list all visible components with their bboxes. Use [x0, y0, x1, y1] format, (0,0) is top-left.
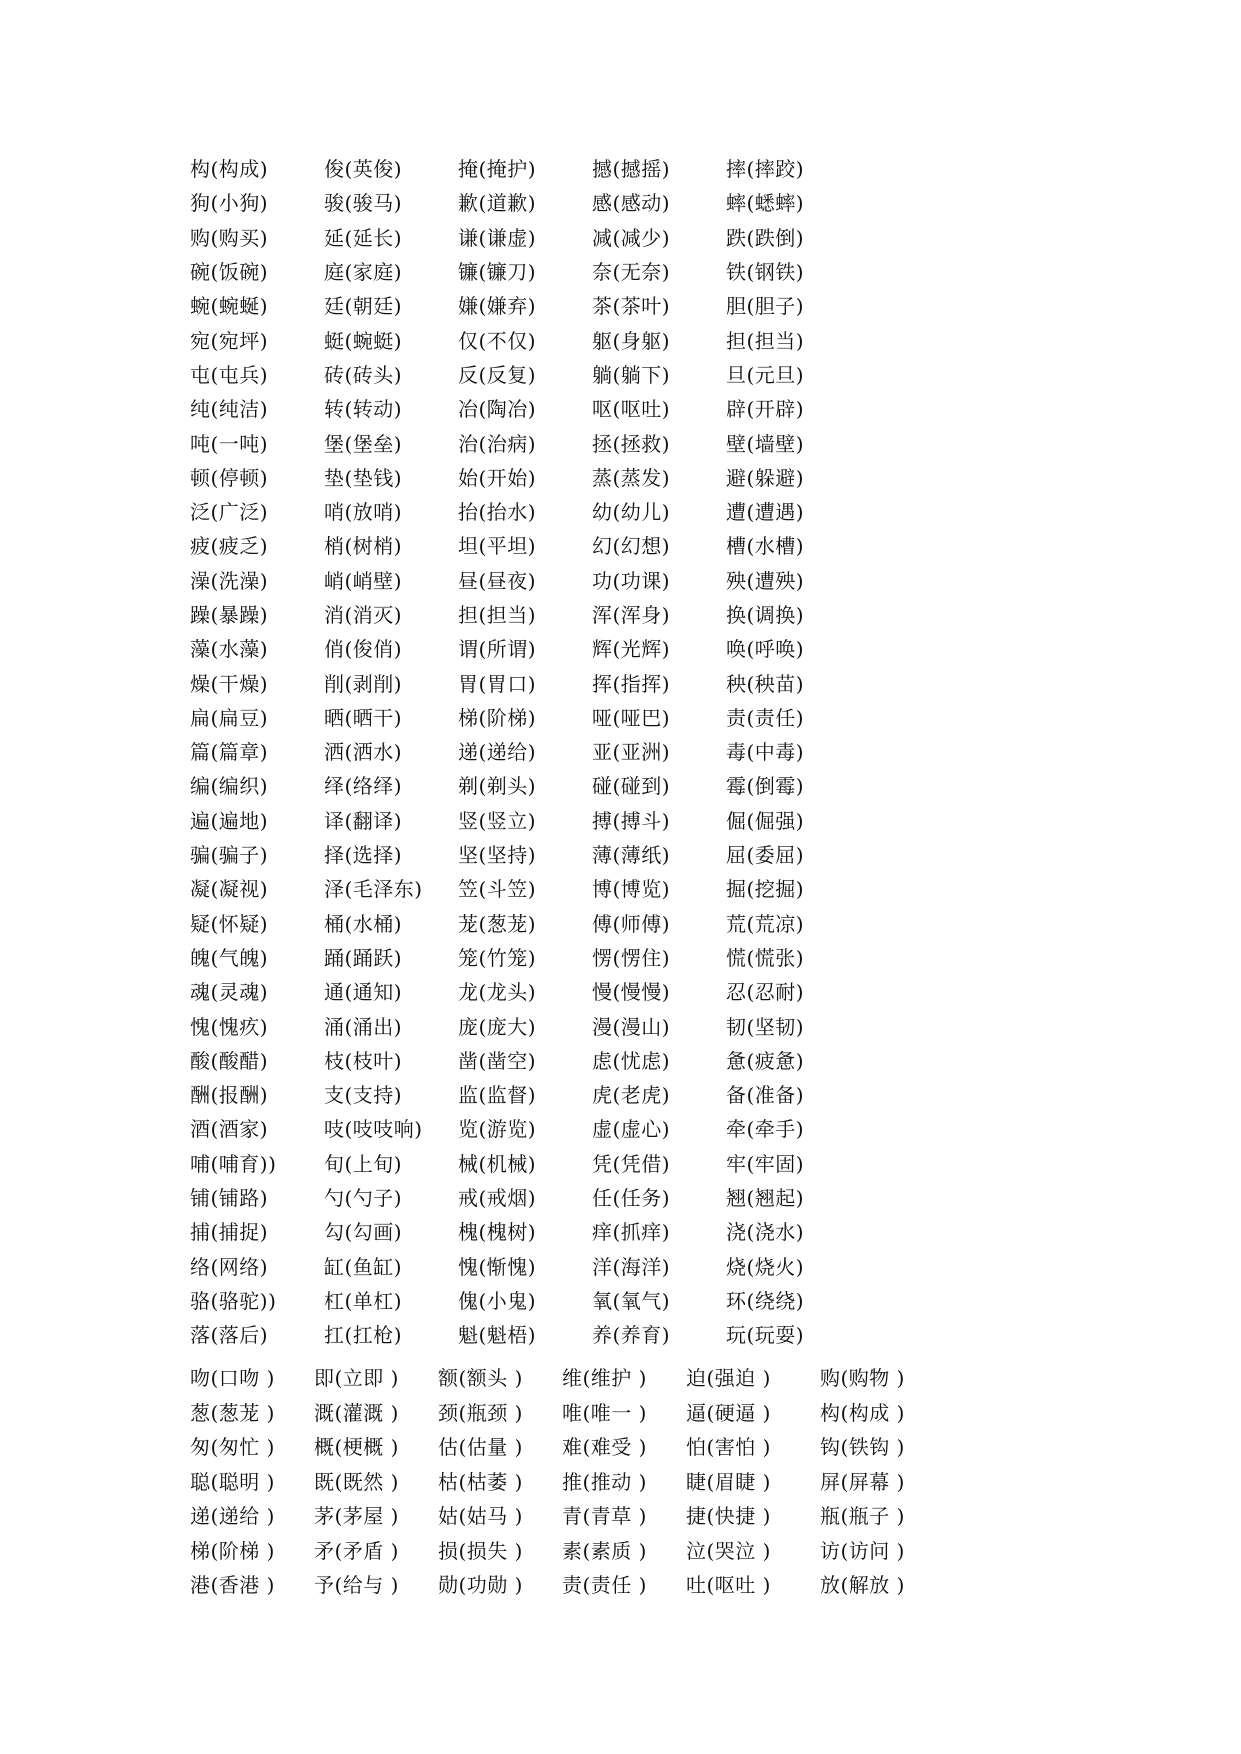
word-entry: 环(绕绕) [726, 1288, 805, 1313]
word-entry: 庭(家庭) [324, 260, 403, 285]
word-row [190, 735, 860, 769]
word-row [190, 323, 860, 357]
word-entry: 酒(酒家) [190, 1117, 269, 1142]
word-entry: 谓(所谓) [458, 637, 537, 662]
word-entry: 峭(峭壁) [324, 568, 403, 593]
word-row [190, 495, 860, 529]
word-entry: 骏(骏马) [324, 191, 403, 216]
word-entry: 备(准备) [726, 1083, 805, 1108]
word-entry: 晒(晒干) [324, 705, 403, 730]
word-entry: 翘(翘起) [726, 1186, 805, 1211]
word-entry: 哑(哑巴) [592, 705, 671, 730]
word-entry: 泛(广泛) [190, 500, 269, 525]
word-row [190, 358, 860, 392]
word-entry: 旦(元旦) [726, 362, 805, 387]
word-row [190, 255, 860, 289]
word-row [190, 392, 860, 426]
word-entry: 延(延长) [324, 225, 403, 250]
word-entry: 担(担当) [458, 603, 537, 627]
word-row [190, 1250, 860, 1284]
word-entry: 削(剥削) [324, 671, 403, 696]
word-entry: 反(反复) [458, 362, 537, 387]
word-entry: 蜿(蜿蜒) [190, 294, 269, 319]
word-row [190, 1361, 944, 1396]
word-row [190, 1147, 860, 1181]
word-entry: 构(构成 ) [820, 1400, 905, 1425]
word-entry: 推(推动 ) [562, 1469, 647, 1494]
word-entry: 编(编织) [190, 774, 269, 799]
word-entry: 笠(斗笠) [458, 877, 537, 902]
word-list-five-columns [190, 152, 860, 1352]
word-entry: 凝(凝视) [190, 877, 269, 902]
word-entry: 睫(眉睫 ) [686, 1469, 771, 1494]
word-entry: 酸(酸醋) [190, 1048, 269, 1073]
word-entry: 监(监督) [458, 1083, 537, 1108]
word-entry: 澡(洗澡) [190, 568, 269, 593]
word-entry: 霉(倒霉) [726, 774, 805, 799]
word-row [190, 1465, 944, 1500]
word-row [190, 1568, 944, 1603]
word-entry: 唯(唯一 ) [562, 1400, 647, 1425]
word-entry: 氧(氧气) [592, 1288, 671, 1313]
word-entry: 掘(挖掘) [726, 877, 805, 902]
word-entry: 估(估量 ) [438, 1435, 523, 1460]
word-entry: 撼(撼摇) [592, 157, 671, 182]
word-entry: 藻(水藻) [190, 637, 269, 662]
word-row [190, 975, 860, 1009]
word-entry: 矛(矛盾 ) [314, 1538, 399, 1563]
word-entry: 勋(功勋 ) [438, 1573, 523, 1598]
word-entry: 始(开始) [458, 465, 537, 490]
word-entry: 顿(停顿) [190, 465, 269, 490]
word-row [190, 1499, 944, 1534]
word-entry: 屏(屏幕 ) [820, 1469, 905, 1494]
word-entry: 漫(漫山) [592, 1014, 671, 1039]
word-row [190, 598, 860, 632]
word-entry: 烧(烧火) [726, 1254, 805, 1279]
word-entry: 勾(勾画) [324, 1220, 403, 1245]
word-entry: 捕(捕捉) [190, 1220, 269, 1245]
word-row [190, 1181, 860, 1215]
word-entry: 凿(凿空) [458, 1048, 537, 1073]
word-entry: 捷(快捷 ) [686, 1504, 771, 1529]
word-entry: 枯(枯萎 ) [438, 1469, 523, 1494]
word-entry: 嫌(嫌弃) [458, 294, 537, 319]
word-entry: 消(消灭) [324, 603, 403, 627]
word-entry: 责(责任) [726, 705, 805, 730]
word-entry: 购(购买) [190, 225, 269, 250]
word-entry: 浑(浑身) [592, 603, 671, 627]
word-entry: 剃(剃头) [458, 774, 537, 799]
word-entry: 骆(骆驼)) [190, 1288, 277, 1313]
word-entry: 任(任务) [592, 1186, 671, 1211]
word-row [190, 1215, 860, 1249]
word-entry: 功(功课) [592, 568, 671, 593]
word-entry: 宛(宛坪) [190, 328, 269, 353]
word-entry: 遍(遍地) [190, 808, 269, 833]
word-entry: 青(青草 ) [562, 1504, 647, 1529]
word-row [190, 941, 860, 975]
word-entry: 玩(玩耍) [726, 1323, 805, 1348]
word-entry: 堡(堡垒) [324, 431, 403, 456]
word-entry: 哨(放哨) [324, 500, 403, 525]
word-entry: 摔(摔跤) [726, 157, 805, 182]
word-entry: 择(选择) [324, 843, 403, 868]
word-entry: 垫(垫钱) [324, 465, 403, 490]
word-entry: 惫(疲惫) [726, 1048, 805, 1073]
word-entry: 逼(硬逼 ) [686, 1400, 771, 1425]
word-entry: 维(维护 ) [562, 1366, 647, 1391]
word-entry: 遭(遭遇) [726, 500, 805, 525]
word-entry: 览(游览) [458, 1117, 537, 1142]
word-entry: 难(难受 ) [562, 1435, 647, 1460]
word-entry: 俏(俊俏) [324, 637, 403, 662]
word-row [190, 1534, 944, 1569]
word-entry: 泣(哭泣 ) [686, 1538, 771, 1563]
word-entry: 梢(树梢) [324, 534, 403, 559]
word-entry: 虑(忧虑) [592, 1048, 671, 1073]
word-row [190, 564, 860, 598]
word-entry: 铺(铺路) [190, 1186, 269, 1211]
word-entry: 亚(亚洲) [592, 740, 671, 765]
word-row [190, 838, 860, 872]
word-entry: 魂(灵魂) [190, 980, 269, 1005]
word-entry: 燥(干燥) [190, 671, 269, 696]
word-entry: 额(额头 ) [438, 1366, 523, 1391]
word-entry: 踊(踊跃) [324, 945, 403, 970]
word-entry: 洋(海洋) [592, 1254, 671, 1279]
word-entry: 辟(开辟) [726, 397, 805, 422]
word-row [190, 1078, 860, 1112]
word-entry: 竖(竖立) [458, 808, 537, 833]
word-entry: 忍(忍耐) [726, 980, 805, 1005]
word-entry: 庞(庞大) [458, 1014, 537, 1039]
word-entry: 胆(胆子) [726, 294, 805, 319]
word-entry: 俊(英俊) [324, 157, 403, 182]
word-entry: 谦(谦虚) [458, 225, 537, 250]
word-row [190, 632, 860, 666]
word-row [190, 1284, 860, 1318]
word-entry: 既(既然 ) [314, 1469, 399, 1494]
word-entry: 愣(愣住) [592, 945, 671, 970]
word-row [190, 804, 860, 838]
word-entry: 拯(拯救) [592, 431, 671, 456]
word-entry: 瓶(瓶子 ) [820, 1504, 905, 1529]
word-row [190, 426, 860, 460]
word-entry: 递(递给 ) [190, 1504, 275, 1529]
word-entry: 戒(戒烟) [458, 1186, 537, 1211]
word-entry: 狗(小狗) [190, 191, 269, 216]
word-entry: 跌(跌倒) [726, 225, 805, 250]
word-entry: 涌(涌出) [324, 1014, 403, 1039]
word-row [190, 461, 860, 495]
word-entry: 痒(抓痒) [592, 1220, 671, 1245]
word-entry: 碰(碰到) [592, 774, 671, 799]
word-entry: 担(担当) [726, 328, 805, 353]
word-entry: 即(立即 ) [314, 1366, 399, 1391]
word-entry: 吐(呕吐 ) [686, 1573, 771, 1598]
word-entry: 枝(枝叶) [324, 1048, 403, 1073]
word-entry: 唤(呼唤) [726, 637, 805, 662]
word-list-six-columns [190, 1361, 944, 1603]
word-entry: 吨(一吨) [190, 431, 269, 456]
word-row [190, 289, 860, 323]
word-entry: 聪(聪明 ) [190, 1469, 275, 1494]
word-entry: 歉(道歉) [458, 191, 537, 216]
word-entry: 笼(竹笼) [458, 945, 537, 970]
word-entry: 责(责任 ) [562, 1573, 647, 1598]
word-entry: 搏(搏斗) [592, 808, 671, 833]
word-row [190, 529, 860, 563]
word-entry: 缸(鱼缸) [324, 1254, 403, 1279]
word-entry: 砖(砖头) [324, 362, 403, 387]
word-row [190, 186, 860, 220]
word-entry: 倔(倔强) [726, 808, 805, 833]
word-entry: 魁(魁梧) [458, 1323, 537, 1348]
word-entry: 屯(屯兵) [190, 362, 269, 387]
word-entry: 颈(瓶颈 ) [438, 1400, 523, 1425]
word-row [190, 152, 860, 186]
word-entry: 槐(槐树) [458, 1220, 537, 1245]
word-entry: 迫(强迫 ) [686, 1366, 771, 1391]
word-entry: 虚(虚心) [592, 1117, 671, 1142]
word-entry: 冶(陶冶) [458, 397, 537, 422]
word-entry: 递(递给) [458, 740, 537, 765]
word-row [190, 666, 860, 700]
word-entry: 挥(指挥) [592, 671, 671, 696]
word-entry: 素(素质 ) [562, 1538, 647, 1563]
word-entry: 韧(坚韧) [726, 1014, 805, 1039]
word-entry: 蒸(蒸发) [592, 465, 671, 490]
word-entry: 港(香港 ) [190, 1573, 275, 1598]
word-entry: 绎(络绎) [324, 774, 403, 799]
word-row [190, 1112, 860, 1146]
word-entry: 幼(幼儿) [592, 500, 671, 525]
word-entry: 损(损失 ) [438, 1538, 523, 1563]
word-entry: 掩(掩护) [458, 157, 537, 182]
word-entry: 廷(朝廷) [324, 294, 403, 319]
word-entry: 哺(哺育)) [190, 1151, 277, 1176]
word-entry: 杠(单杠) [324, 1288, 403, 1313]
word-entry: 愧(愧疚) [190, 1014, 269, 1039]
word-entry: 蜓(蜿蜓) [324, 328, 403, 353]
word-entry: 落(落后) [190, 1323, 269, 1348]
word-entry: 旬(上旬) [324, 1151, 403, 1176]
word-entry: 怕(害怕 ) [686, 1435, 771, 1460]
word-entry: 坚(坚持) [458, 843, 537, 868]
word-entry: 疲(疲乏) [190, 534, 269, 559]
word-entry: 躁(暴躁) [190, 603, 269, 627]
word-entry: 茶(茶叶) [592, 294, 671, 319]
word-entry: 络(网络) [190, 1254, 269, 1279]
word-entry: 傀(小鬼) [458, 1288, 537, 1313]
word-entry: 洒(洒水) [324, 740, 403, 765]
word-entry: 龙(龙头) [458, 980, 537, 1005]
word-entry: 感(感动) [592, 191, 671, 216]
word-entry: 械(机械) [458, 1151, 537, 1176]
word-row [190, 769, 860, 803]
word-entry: 博(博览) [592, 877, 671, 902]
word-entry: 仅(不仅) [458, 328, 537, 353]
word-entry: 概(梗概 ) [314, 1435, 399, 1460]
word-entry: 荒(荒凉) [726, 911, 805, 936]
word-entry: 壁(墙壁) [726, 431, 805, 456]
word-entry: 昼(昼夜) [458, 568, 537, 593]
word-entry: 骗(骗子) [190, 843, 269, 868]
word-entry: 呕(呕吐) [592, 397, 671, 422]
word-row [190, 907, 860, 941]
word-entry: 屈(委屈) [726, 843, 805, 868]
word-entry: 蟀(蟋蟀) [726, 191, 805, 216]
word-entry: 奈(无奈) [592, 260, 671, 285]
word-entry: 钩(铁钩 ) [820, 1435, 905, 1460]
word-entry: 凭(凭借) [592, 1151, 671, 1176]
word-entry: 梯(阶梯 ) [190, 1538, 275, 1563]
word-entry: 纯(纯洁) [190, 397, 269, 422]
word-entry: 毒(中毒) [726, 740, 805, 765]
word-entry: 躯(身躯) [592, 328, 671, 353]
word-entry: 译(翻译) [324, 808, 403, 833]
word-entry: 铁(钢铁) [726, 260, 805, 285]
word-row [190, 221, 860, 255]
word-entry: 抬(抬水) [458, 500, 537, 525]
word-entry: 茅(茅屋 ) [314, 1504, 399, 1529]
word-row [190, 872, 860, 906]
word-entry: 辉(光辉) [592, 637, 671, 662]
word-entry: 访(访问 ) [820, 1538, 905, 1563]
word-entry: 购(购物 ) [820, 1366, 905, 1391]
word-entry: 换(调换) [726, 603, 805, 627]
word-entry: 治(治病) [458, 431, 537, 456]
word-entry: 支(支持) [324, 1083, 403, 1108]
word-entry: 扛(扛枪) [324, 1323, 403, 1348]
word-entry: 坦(平坦) [458, 534, 537, 559]
word-entry: 虎(老虎) [592, 1083, 671, 1108]
word-entry: 梯(阶梯) [458, 705, 537, 730]
word-row [190, 1318, 860, 1352]
word-entry: 酬(报酬) [190, 1083, 269, 1108]
word-entry: 桶(水桶) [324, 911, 403, 936]
word-entry: 予(给与 ) [314, 1573, 399, 1598]
word-entry: 放(解放 ) [820, 1573, 905, 1598]
word-entry: 浇(浇水) [726, 1220, 805, 1245]
word-entry: 镰(镰刀) [458, 260, 537, 285]
word-entry: 慢(慢慢) [592, 980, 671, 1005]
word-entry: 转(转动) [324, 397, 403, 422]
word-entry: 幻(幻想) [592, 534, 671, 559]
word-entry: 槽(水槽) [726, 534, 805, 559]
word-entry: 葱(葱茏 ) [190, 1400, 275, 1425]
word-entry: 薄(薄纸) [592, 843, 671, 868]
word-entry: 殃(遭殃) [726, 568, 805, 593]
word-entry: 愧(惭愧) [458, 1254, 537, 1279]
word-row [190, 1430, 944, 1465]
word-entry: 吻(口吻 ) [190, 1366, 275, 1391]
word-row [190, 701, 860, 735]
word-entry: 碗(饭碗) [190, 260, 269, 285]
word-entry: 躺(躺下) [592, 362, 671, 387]
word-entry: 泽(毛泽东) [324, 877, 423, 902]
word-row [190, 1009, 860, 1043]
word-entry: 茏(葱茏) [458, 911, 537, 936]
word-entry: 胃(胃口) [458, 671, 537, 696]
word-entry: 匆(匆忙 ) [190, 1435, 275, 1460]
word-entry: 魄(气魄) [190, 945, 269, 970]
word-entry: 傅(师傅) [592, 911, 671, 936]
word-entry: 减(减少) [592, 225, 671, 250]
word-entry: 秧(秧苗) [726, 671, 805, 696]
word-entry: 避(躲避) [726, 465, 805, 490]
word-entry: 吱(吱吱响) [324, 1117, 423, 1142]
word-row [190, 1396, 944, 1431]
word-entry: 养(养育) [592, 1323, 671, 1348]
word-entry: 牢(牢固) [726, 1151, 805, 1176]
word-entry: 扁(扁豆) [190, 705, 269, 730]
word-entry: 姑(姑马 ) [438, 1504, 523, 1529]
word-row [190, 1044, 860, 1078]
word-entry: 构(构成) [190, 157, 269, 182]
word-entry: 篇(篇章) [190, 740, 269, 765]
word-entry: 勺(勺子) [324, 1186, 403, 1211]
word-entry: 通(通知) [324, 980, 403, 1005]
word-entry: 牵(牵手) [726, 1117, 805, 1142]
word-entry: 溉(灌溉 ) [314, 1400, 399, 1425]
word-entry: 慌(慌张) [726, 945, 805, 970]
word-entry: 疑(怀疑) [190, 911, 269, 936]
